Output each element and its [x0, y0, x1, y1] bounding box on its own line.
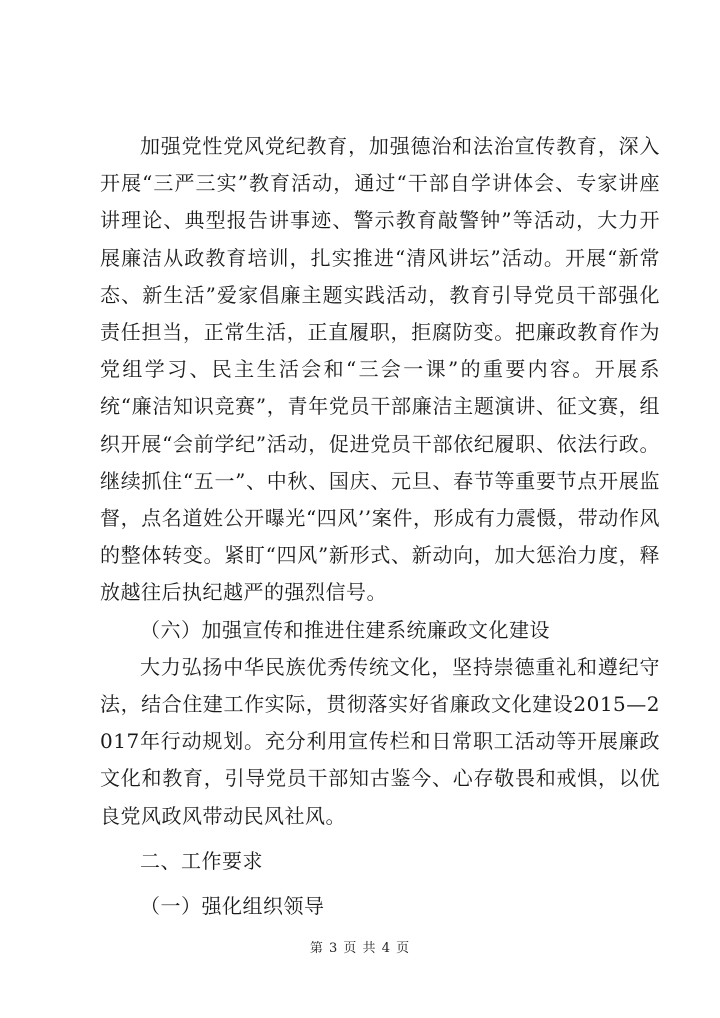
paragraph-discipline-education: 加强党性党风党纪教育，加强德治和法治宣传教育，深入开展“三严三实”教育活动，通过“干部自学讲体会、专家讲座讲理论、典型报告讲事迹、警示教育敲警钟”等活动，大力开展廉洁从政教育培训，扎实推进“清风讲坛”活动。开展“新常态、新生活”爱家倡廉主题实践活动，教育引导党员干部强化责任担当，正常生活，正直履职，拒腐防变。把廉政教育作为党组学习、民主生活会和“三会一课”的重要内容。开展系统“廉洁知识竞赛”，青年党员干部廉洁主题演讲、征文赛，组织开展“会前学纪”活动，促进党员干部依纪履职、依法行政。继续抓住“五一”、中秋、国庆、元旦、春节等重要节点开展监督，点名道姓公开曝光“四风’’案件，形成有力震慑，带动作风的整体转变。紧盯“四风”新形式、新动向，加大惩治力度，释放越往后执纪越严的强烈信号。	[100, 134, 660, 605]
page-number-footer: 第 3 页 共 4 页	[309, 941, 411, 956]
spacer	[100, 835, 660, 843]
document-body	[100, 128, 660, 925]
heading-organization-leadership: （一）强化组织领导	[140, 894, 325, 919]
heading-work-requirements: 二、工作要求	[140, 848, 263, 873]
spacer	[100, 880, 660, 888]
paragraph-integrity-culture: 大力弘扬中华民族优秀传统文化，坚持崇德重礼和遵纪守法，结合住建工作实际，贯彻落实好省廉政文化建设2015—2017年行动规划。充分利用宣传栏和日常职工活动等开展廉政文化和教育，引导党员干部知古鉴今、心存敬畏和戒惧，以优良党风政风带动民风社风。	[100, 654, 660, 828]
heading-section-six: （六）加强宣传和推进住建系统廉政文化建设	[140, 617, 550, 642]
